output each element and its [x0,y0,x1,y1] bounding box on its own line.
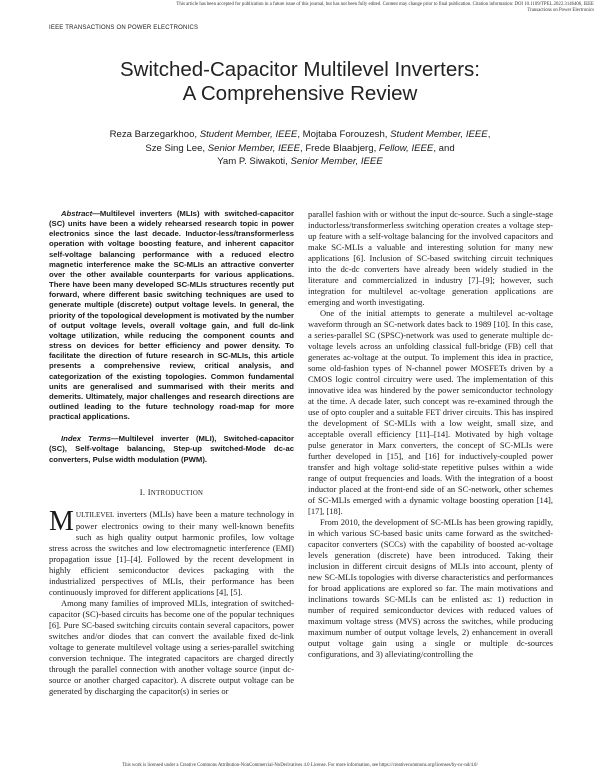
section-heading-introduction: I. INTRODUCTION [139,486,204,497]
intro-lead-word: ULTILEVEL [75,510,115,519]
index-terms: Index Terms—Multilevel inverter (MLI), Switched-capacitor (SC), Self-voltage balancing, Step-up switched-Mode dc-ac converters, Pulse width modulation (PWM). [49,434,294,464]
abstract: Abstract—Multilevel inverters (MLIs) with switched-capacitor (SC) units have been a widely rehearsed research topic in power electronics since the last decade. Inductor-less/transformerless operation with voltage boosting feature, and inherent capacitor self-voltage balancing performance with a reduced electro magnetic interference make the SC-MLIs an attractive converter over the other available counterparts for various applications. There have been many developed SC-MLIs structures recently put forward, where different basic switching techniques are used to generate multiple (discrete) output voltage levels. In general, the priority of the topological development is motivated by the number of output voltage levels, overall voltage gain, and full dc-link voltage utilization, while reducing the component counts and stress on devices for better efficiency and power density. To facilitate the direction of future research in SC-MLIs, this article presents a comprehensive review, critical analysis, and categorization of the existing topologies. Common fundamental units are generalised and summarised with their merits and demerits. Ultimately, major challenges and research directions are outlined leading to the future technology road-map for more practical applications. [49,209,294,422]
author-line-3 [40,155,560,169]
intro-p1-text: inverters (MLIs) have been a mature technology in power electronics owing to their many well-known benefits such as high quality output harmonic profiles, low voltage stress across the switches and low electromagnetic interference (EMI) propagation issue [1]–[4]. Followed by the recent development in highly efficient semiconductor devices packaging with the industrialized perspectives of MLIs, their performance has been continuously improved for different applications [4], [5]. [49,508,294,597]
author-list [40,128,560,169]
title-line-2: A Comprehensive Review [182,82,418,105]
author-role: Student Member, IEEE [199,129,298,140]
paper-title [0,58,600,106]
publication-notice-line1: This article has been accepted for publication in a future issue of this journal, but has not been fully edited. Content may change prior to final publication. Citation information: DOI 10.1109/TPEL.2022.3146406, IEEE [176,2,594,7]
right-paragraph-1: parallel fashion with or without the input dc-source. Such a single-stage inductorless/transformerless switching operation creates a voltage step-up feature with a self-voltage balancing for the involved capacitors and make SC-MLIs a valuable and interesting solution for many new applications [6]. Inclusion of SC-based switching circuit techniques into the dc-dc converters have already been widely studied in the literature and commercialized in industry [7]–[9]; however, such integration for multilevel ac-voltage generation applications are emerging and worth investigating. [308,209,553,307]
author-line-2 [40,142,560,156]
author-name: , Frede Blaabjerg, [299,142,379,154]
author-role: Senior Member, IEEE [207,142,300,154]
right-paragraph-3: From 2010, the development of SC-MLIs has been growing rapidly, in which various SC-based basic units came forward as the switched-capacitor converters (SCCs) with the capability of boosted ac-voltage levels generation (discrete) have been introduced. Taking their inclusion in different circuit designs of MLIs into account, plenty of new SC-MLIs topologies with diverse characteristics and performances for broad applications are explored so far. The main motivations and inclinations towards SC-MLIs can be enlisted as: 1) reduction in number of required semiconductor devices with reduced values of maximum voltage stress (MVS) across the switches, while producing maximum number of output voltage levels, 2) enhancement in overall output voltage gain using a single or multiple dc-sources configurations, and 3) alleviating/controlling the [308,517,553,659]
abstract-label: Abstract [61,209,93,218]
author-name: , Mojtaba Forouzesh, [297,129,391,140]
author-role: Senior Member, IEEE [290,156,383,167]
publication-notice-line2: Transactions on Power Electronics [527,8,594,13]
right-paragraph-2: One of the initial attempts to generate a multilevel ac-voltage waveform through an SC-network dates back to 1989 [10]. In this case, a series-parallel SC (SPSC)-network was used to generate multiple dc-voltage levels across an unfolding classical full-bridge (FB) cell that generates ac-voltage at the output. To implement this idea in practice, some old-fashion types of N-channel power MOSFETs driven by a CMOS logic control circuitry were used. The implementation of this innovative idea was hindered by the power semiconductor technology at the time. A decade later, such concept was re-examined through the use of opto coupler and a suitable FET driver circuits. This has inspired the development of SC-MLIs with a low weight, small size, and acceptable overall efficiency [11]–[14]. Motivated by high voltage pulse generator in Marx converters, the concept of SC-MLIs were further developed in [15], and [16] for inductively-coupled power transfer and high voltage solid-state repetitive pulses within a wide range of output frequencies and loads. With the integration of a boost inductor placed at the front-end side of an SC-network, other schemes of SC-MLIs emerged with a dynamic voltage boosting operation [14], [17], [18]. [308,308,553,516]
right-column [308,209,553,660]
journal-name: IEEE TRANSACTIONS ON POWER ELECTRONICS [49,25,199,31]
author-name: Reza Barzegarkhoo, [109,129,200,140]
author-name: Yam P. Siwakoti, [217,156,291,167]
publication-notice [6,2,594,14]
author-sep: , [487,129,491,140]
author-name: Sze Sing Lee, [145,142,208,154]
author-role: Student Member, IEEE [390,129,488,140]
left-column [49,209,294,697]
drop-cap: M [49,505,74,537]
author-line-1 [40,128,560,142]
index-terms-text: Multilevel inverter (MLI), Switched-capacitor (SC), Self-voltage balancing, Step-up switched-Mode dc-ac converters, Pulse width modulation (PWM). [49,434,294,464]
author-sep: , and [433,142,455,154]
intro-paragraph-2: Among many families of improved MLIs, integration of switched-capacitor (SC)-based circuits has become one of the popular techniques [6]. Pure SC-based switching circuits contain several capacitors, power switches and/or diodes that can convert the available fixed dc-link voltage to generate multilevel voltage using a series-parallel switching conversion technique. The integrated capacitors are charged directly through the parallel connection with another voltage source (input dc-source or another charged capacitor). A discrete output voltage can be generated by discharging the capacitor(s) in series or [49,597,294,696]
author-role: Fellow, IEEE [378,142,434,154]
intro-paragraph-1 [49,505,294,598]
license-footer: This work is licensed under a Creative Commons Attribution-NonCommercial-NoDerivatives 4.0 License. For more information, see https://creativecommons.org/licenses/by-nc-nd/4.0/ [122,763,478,768]
index-terms-label: Index Terms [61,434,111,444]
abstract-text: Multilevel inverters (MLIs) with switched-capacitor (SC) units have been a widely rehearsed research topic in power electronics since the last decade. Inductor-less/transformerless operation with voltage boosting feature, and inherent capacitor self-voltage balancing performance with a reduced electro magnetic interference make the SC-MLIs an attractive converter over the other available counterparts for various applications. There have been many developed SC-MLIs structures recently put forward, where different basic switching techniques are used to generate multiple (discrete) output voltage levels. In general, the priority of the topological development is motivated by the number of output voltage levels, overall voltage gain, and full dc-link voltage utilization, while reducing the component counts and stress on devices for better efficiency and power density. To facilitate the direction of future research in SC-MLIs, this article presents a comprehensive review, critical analysis, and categorization of the existing topologies. Common fundamental units are generalised and summarised with their merits and demerits. Ultimately, major challenges and research directions are outlined leading to the future technology road-map for more practical applications. [49,209,294,422]
title-line-1: Switched-Capacitor Multilevel Inverters: [119,58,481,81]
